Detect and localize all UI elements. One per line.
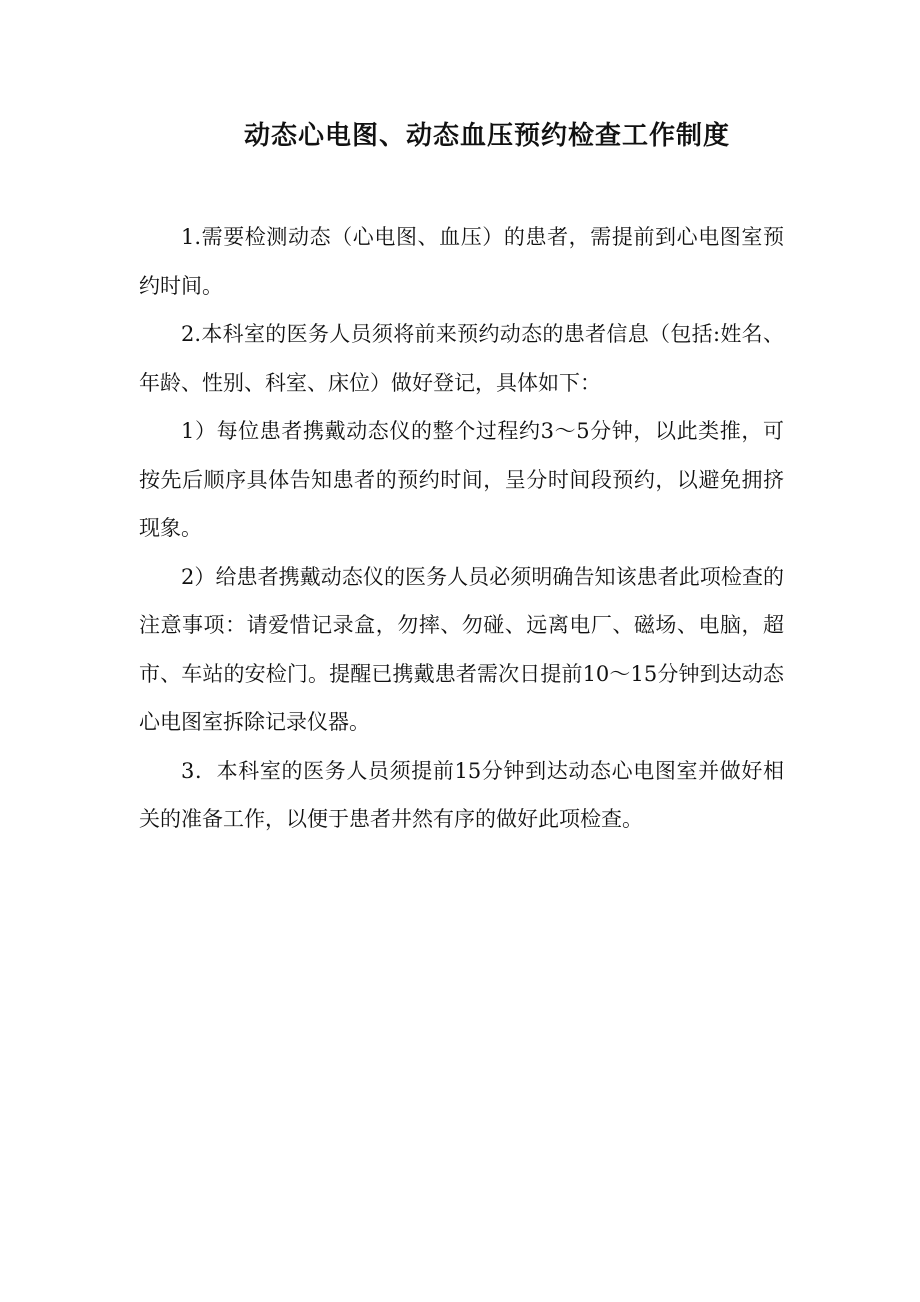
paragraph-2-item-2: 2）给患者携戴动态仪的医务人员必须明确告知该患者此项检查的注意事项：请爱惜记录盒，勿摔、勿碰、远离电厂、磁场、电脑，超市、车站的安检门。提醒已携戴患者需次日提前10～15分钟到达动态心电图室拆除记录仪器。 [139,564,784,734]
document-body [139,213,784,844]
paragraph-3: 3．本科室的医务人员须提前15分钟到达动态心电图室并做好相关的准备工作，以便于患者井然有序的做好此项检查。 [139,758,784,831]
paragraph-1: 1.需要检测动态（心电图、血压）的患者，需提前到心电图室预约时间。 [139,225,784,298]
paragraph-2-item-1: 1）每位患者携戴动态仪的整个过程约3～5分钟，以此类推，可按先后顺序具体告知患者的预约时间，呈分时间段预约，以避免拥挤现象。 [139,419,784,540]
paragraph-2: 2.本科室的医务人员须将前来预约动态的患者信息（包括:姓名、年龄、性别、科室、床位）做好登记，具体如下： [139,322,784,395]
document-title: 动态心电图、动态血压预约检查工作制度 [243,121,730,151]
